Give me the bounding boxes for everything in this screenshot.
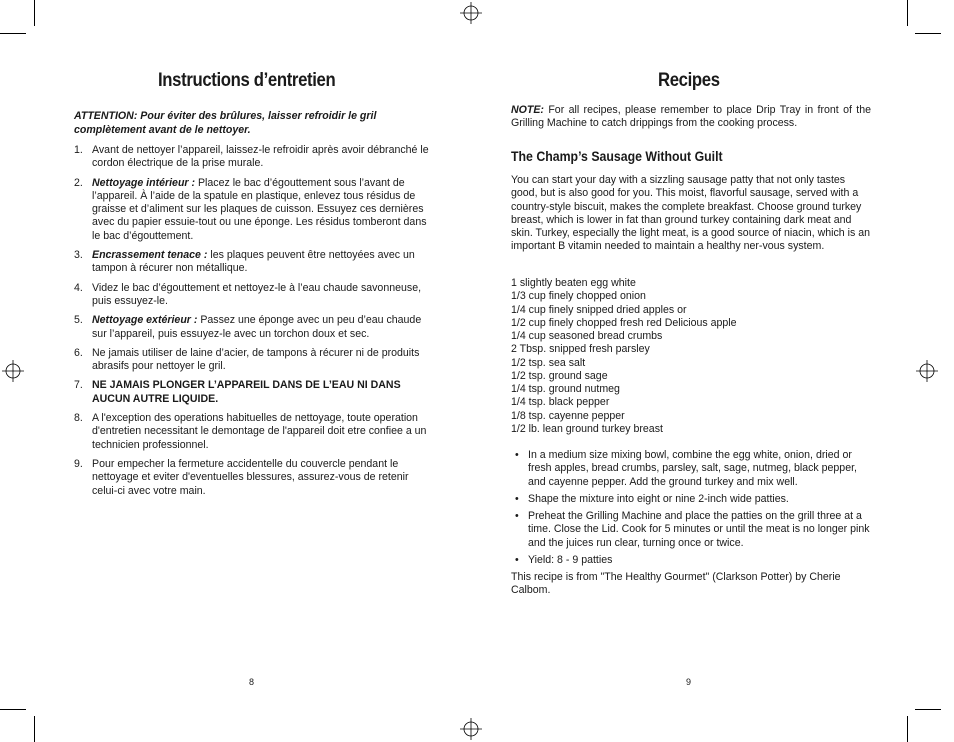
step-text: Passez une éponge avec un peu d’eau chaude sur l’appareil, puis essuyez-le avec un torchon doux et sec. (92, 314, 422, 340)
list-item (74, 379, 430, 406)
note-paragraph (511, 104, 871, 131)
bullet-icon: • (515, 554, 519, 567)
ingredient-item: 1/4 cup finely snipped dried apples or (511, 303, 687, 316)
ingredient-item: 1/2 tsp. ground sage (511, 369, 608, 382)
registration-mark-icon (2, 360, 24, 382)
left-page (74, 0, 430, 742)
recipe-credit: This recipe is from "The Healthy Gourmet" (Clarkson Potter) by Cherie Calbom. (511, 571, 841, 597)
step-text: Yield: 8 - 9 patties (528, 554, 613, 567)
registration-mark-icon (460, 2, 482, 24)
ingredient-list (511, 277, 737, 436)
step-number: 2. (74, 176, 83, 189)
step-lead: Nettoyage intérieur : (92, 176, 196, 189)
bullet-icon: • (515, 492, 519, 505)
bullet-icon: • (515, 510, 519, 523)
note-text: For all recipes, please remember to place Drip Tray in front of the Grilling Machine to catch drippings from the cooking process. (511, 104, 871, 130)
step-number: 9. (74, 457, 83, 470)
right-page (511, 0, 871, 742)
page-title: Instructions d’entretien (158, 70, 336, 91)
crop-mark (34, 716, 35, 742)
registration-mark-icon (460, 718, 482, 740)
ingredient-item: 1 slightly beaten egg white (511, 277, 636, 289)
step-number: 6. (74, 346, 83, 359)
registration-mark-icon (916, 360, 938, 382)
page-number: 8 (249, 677, 255, 687)
page-title: Recipes (658, 70, 720, 91)
step-text: Placez le bac d’égouttement sous l’avant de l’appareil. À l’aide de la spatule en plastique, enlevez tous résidus de graisse et d’aliment sur les plaques de cuisson. Essuyez ces dernières avec du papier essuie-tout ou une éponge. Les résidus tomberont dans le bac d’égouttement. (92, 176, 427, 242)
page-number: 9 (686, 677, 692, 687)
step-number: 7. (74, 379, 83, 392)
step-text: Avant de nettoyer l’appareil, laissez-le refroidir après avoir débranché le cordon électrique de la prise murale. (92, 144, 429, 170)
recipe-steps (511, 449, 871, 571)
ingredient-item: 1/4 tsp. black pepper (511, 396, 610, 409)
crop-mark (907, 0, 908, 26)
list-item (74, 458, 430, 498)
step-text: Preheat the Grilling Machine and place the patties on the grill three at a time. Close the Lid. Cook for 5 minutes or until the meat is no longer pink and the juices run clear, turning once or twice. (528, 510, 870, 549)
list-item (74, 177, 430, 243)
maintenance-steps (74, 144, 430, 504)
step-number: 8. (74, 412, 83, 425)
ingredient-item: 1/2 lb. lean ground turkey breast (511, 422, 663, 435)
step-text: Pour empecher la fermeture accidentelle du couvercle pendant le nettoyage et eviter d'eventuelles blessures, assurez-vous de retenir celui-ci avec votre main. (92, 457, 409, 497)
list-item (74, 347, 430, 374)
crop-mark (915, 709, 941, 710)
list-item (74, 412, 430, 452)
recipe-title: The Champ’s Sausage Without Guilt (511, 148, 723, 164)
list-item (74, 144, 430, 171)
ingredient-item: 1/4 cup seasoned bread crumbs (511, 330, 663, 342)
note-label: NOTE: (511, 104, 544, 116)
list-item (511, 493, 871, 506)
step-lead: Nettoyage extérieur : (92, 314, 198, 327)
list-item (74, 249, 430, 276)
step-text: NE JAMAIS PLONGER L’APPAREIL DANS DE L’EAU NI DANS AUCUN AUTRE LIQUIDE. (92, 379, 401, 405)
step-number: 5. (74, 314, 83, 327)
step-text: les plaques peuvent être nettoyées avec un tampon à récurer non métallique. (92, 249, 415, 275)
step-lead: Encrassement tenace : (92, 249, 208, 262)
ingredient-item: 1/8 tsp. cayenne pepper (511, 409, 625, 422)
step-number: 3. (74, 249, 83, 262)
ingredient-item: 1/2 tsp. sea salt (511, 356, 586, 369)
list-item (511, 449, 871, 489)
crop-mark (34, 0, 35, 26)
recipe-intro: You can start your day with a sizzling sausage patty that not only tastes good, but is also good for you. This moist, flavorful sausage, served with a country-style biscuit, makes the complete breakfast. Choose ground turkey breast, which is lower in fat than ground turkey containing dark meat and skin. Turkey, especially the light meat, is a good source of niacin, which is an important B vitamin needed to maintain a healthy ner-vous system. (511, 174, 870, 253)
step-text: A l'exception des operations habituelles de nettoyage, toute operation d'entretien necessitant le demontage de l'appareil doit etre confiee a un technicien professionnel. (92, 412, 427, 451)
bullet-icon: • (515, 449, 519, 461)
step-number: 4. (74, 281, 83, 294)
step-text: Videz le bac d’égouttement et nettoyez-le à l’eau chaude savonneuse, puis essuyez-le. (92, 281, 422, 307)
ingredient-item: 1/2 cup finely chopped fresh red Delicious apple (511, 316, 737, 329)
ingredient-item: 1/4 tsp. ground nutmeg (511, 383, 620, 395)
list-item (511, 554, 871, 567)
list-item (511, 510, 871, 550)
crop-mark (915, 33, 941, 34)
crop-mark (907, 716, 908, 742)
list-item (74, 314, 430, 341)
step-text: Ne jamais utiliser de laine d’acier, de tampons à récurer ni de produits abrasifs pour nettoyer le gril. (92, 346, 420, 373)
ingredient-item: 1/3 cup finely chopped onion (511, 290, 646, 303)
step-text: In a medium size mixing bowl, combine the egg white, onion, dried or fresh apples, bread crumbs, parsley, salt, sage, nutmeg, black pepper, and cayenne pepper. Add the ground turkey and mix well. (528, 449, 857, 488)
crop-mark (0, 709, 26, 710)
crop-mark (0, 33, 26, 34)
ingredient-item: 2 Tbsp. snipped fresh parsley (511, 343, 650, 356)
step-number: 1. (74, 144, 83, 156)
attention-warning: ATTENTION: Pour éviter des brûlures, laisser refroidir le gril complètement avant de le nettoyer. (74, 110, 377, 136)
step-text: Shape the mixture into eight or nine 2-inch wide patties. (528, 492, 789, 505)
list-item (74, 282, 430, 309)
